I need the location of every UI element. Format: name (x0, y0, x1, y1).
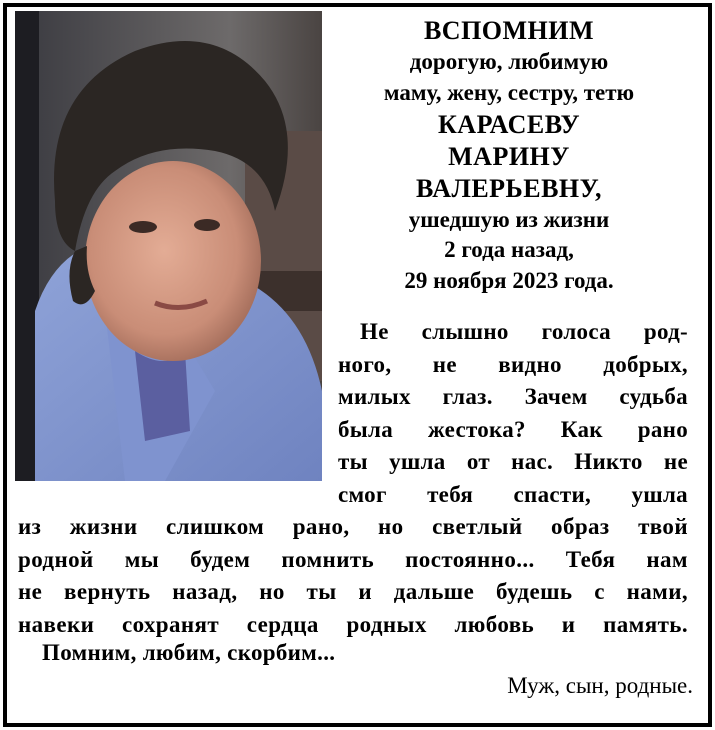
portrait-photo (15, 11, 322, 481)
header-block (336, 15, 682, 297)
closing-line: Помним, любим, скорбим... (42, 640, 336, 665)
header-line: дорогую, любимую (409, 49, 609, 74)
signature: Муж, сын, родные. (507, 673, 693, 698)
surname: КАРАСЕВУ (437, 109, 581, 139)
poem-line: ты ушла от нас. Никто не (338, 449, 688, 474)
header-title: ВСПОМНИМ (423, 16, 595, 45)
poem-line: ного, не видно добрых, (338, 351, 688, 377)
header-line: маму, жену, сестру, тетю (383, 79, 635, 105)
poem-line: смог тебя спасти, ушла (338, 481, 688, 507)
patronymic: ВАЛЕРЬЕВНУ, (415, 173, 602, 203)
poem-line: милых глаз. Зачем судьба (338, 384, 688, 409)
poem-line: из жизни слишком рано, но светлый образ твой (18, 514, 688, 539)
first-name: МАРИНУ (448, 141, 570, 171)
poem-right-column (338, 316, 688, 511)
poem-full-width (18, 511, 688, 641)
poem-line: была жестока? Как рано (338, 416, 688, 442)
header-line: ушедшую из жизни (408, 206, 610, 232)
poem-line: навеки сохранят сердца родных любовь и память. (18, 611, 688, 637)
poem-line: не вернуть назад, но ты и дальше будешь с нами, (18, 579, 688, 604)
header-line: 2 года назад, (444, 237, 574, 263)
poem-line: Не слышно голоса род- (360, 319, 688, 344)
date-line: 29 ноября 2023 года. (404, 268, 614, 294)
poem-line: родной мы будем помнить постоянно... Тебя нам (18, 546, 688, 572)
